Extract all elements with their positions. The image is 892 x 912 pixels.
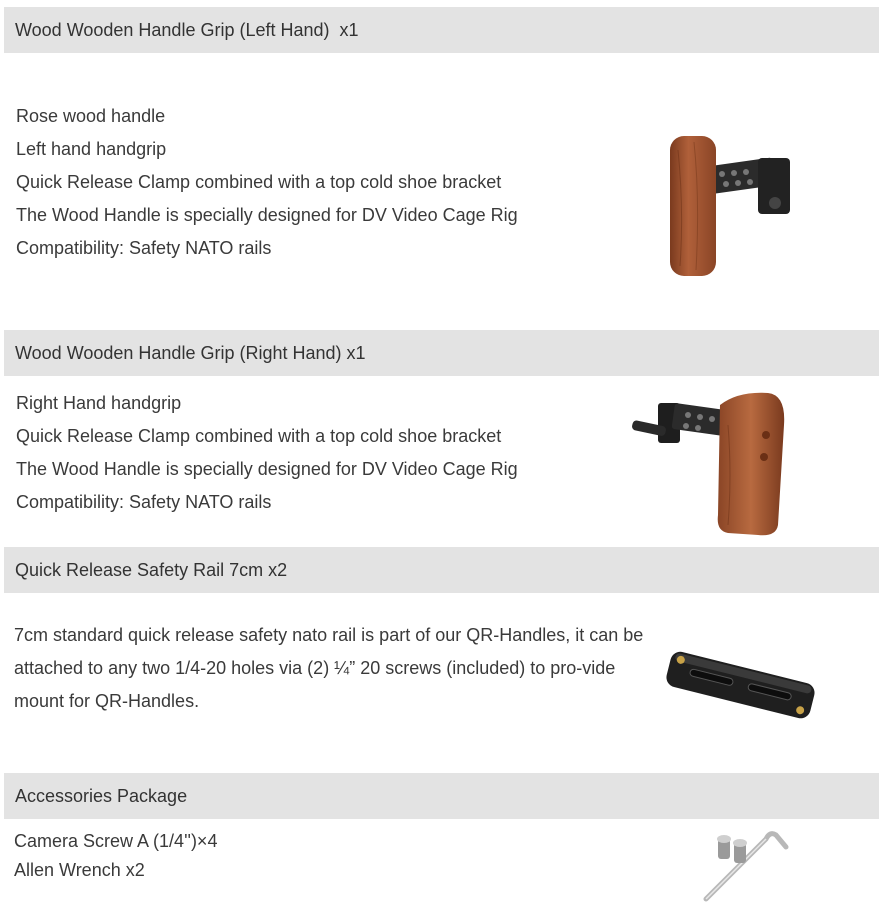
safety-rail-description: 7cm standard quick release safety nato rail is part of our QR-Handles, it can be attached to any two 1/4-20 holes via (2) ¼” 20 screws (included) to pro-vide mount for QR-Handles.: [14, 625, 644, 711]
screws-and-allen-wrench-icon: [700, 825, 795, 912]
accessory-line: Camera Screw A (1/4'')×4: [14, 831, 218, 851]
section-header-right-handle: Wood Wooden Handle Grip (Right Hand) x1: [4, 330, 879, 376]
feature-line: Compatibility: Safety NATO rails: [16, 492, 272, 512]
feature-line: Quick Release Clamp combined with a top cold shoe bracket: [16, 172, 502, 192]
nato-rail-icon: [660, 645, 820, 735]
feature-line: Right Hand handgrip: [16, 393, 182, 413]
accessory-line: Allen Wrench x2: [14, 860, 145, 880]
accessories-list: [14, 827, 217, 885]
section-header-accessories: Accessories Package: [4, 773, 879, 819]
feature-line: Quick Release Clamp combined with a top cold shoe bracket: [16, 426, 502, 446]
section-header-left-handle: Wood Wooden Handle Grip (Left Hand) x1: [4, 7, 879, 53]
feature-line: The Wood Handle is specially designed for DV Video Cage Rig: [16, 459, 518, 479]
left-handle-features: [16, 100, 518, 265]
feature-line: Rose wood handle: [16, 106, 166, 126]
feature-line: Compatibility: Safety NATO rails: [16, 238, 272, 258]
feature-line: The Wood Handle is specially designed for DV Video Cage Rig: [16, 205, 518, 225]
left-wood-handle-icon: [660, 130, 800, 285]
right-handle-features: [16, 387, 518, 519]
feature-line: Left hand handgrip: [16, 139, 167, 159]
section-header-safety-rail: Quick Release Safety Rail 7cm x2: [4, 547, 879, 593]
right-wood-handle-icon: [628, 385, 798, 545]
